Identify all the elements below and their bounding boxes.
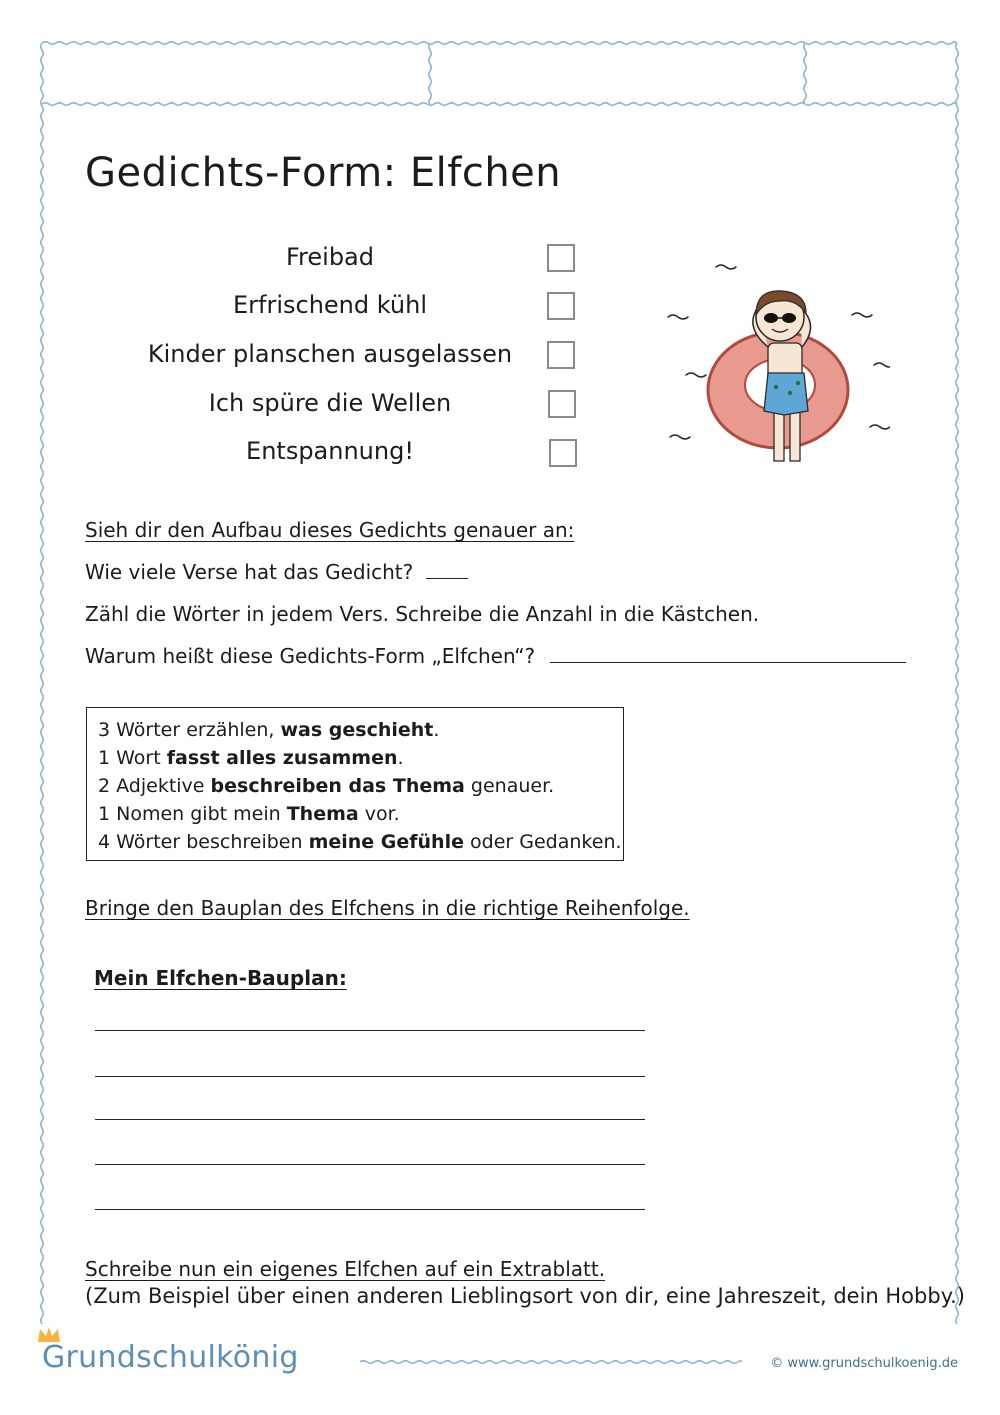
building-block-4[interactable]: 1 Nomen gibt mein Thema vor. (98, 803, 400, 825)
poem-line-2: Erfrischend kühl (232, 291, 427, 319)
page-title: Gedichts-Form: Elfchen (85, 150, 562, 196)
final-task: Schreibe nun ein eigenes Elfchen auf ein Extrablatt. (85, 1257, 606, 1281)
final-hint: (Zum Beispiel über einen anderen Lieblingsort von dir, eine Jahreszeit, dein Hobby.) (85, 1284, 965, 1308)
border-wave (956, 43, 959, 1324)
website-url[interactable]: © www.grundschulkoenig.de (770, 1356, 958, 1371)
word-count-box-2[interactable] (547, 292, 575, 320)
plan-line-4[interactable] (95, 1164, 645, 1165)
footer-wave (360, 1356, 742, 1368)
building-block-1[interactable]: 3 Wörter erzählen, was geschieht. (98, 719, 440, 741)
building-block-3[interactable]: 2 Adjektive beschreiben das Thema genauer. (98, 775, 555, 797)
poem-line-4: Ich spüre die Wellen (208, 389, 452, 417)
border-wave (42, 103, 957, 106)
building-block-5[interactable]: 4 Wörter beschreiben meine Gefühle oder Gedanken. (98, 831, 622, 853)
look-heading: Sieh dir den Aufbau dieses Gedichts genauer an: (85, 518, 575, 542)
poem-line-1: Freibad (285, 243, 374, 271)
border-wave (429, 43, 432, 104)
answer-blank-verses[interactable] (426, 560, 468, 579)
plan-line-2[interactable] (95, 1076, 645, 1077)
plan-line-3[interactable] (95, 1119, 645, 1120)
word-count-box-5[interactable] (549, 439, 577, 467)
question-why (85, 644, 906, 668)
border-wave (804, 43, 807, 104)
question-count: Zähl die Wörter in jedem Vers. Schreibe die Anzahl in die Kästchen. (85, 602, 760, 626)
word-count-box-1[interactable] (547, 244, 575, 272)
swim-ring-illustration (660, 255, 890, 475)
building-blocks-box (86, 707, 624, 861)
poem-line-5: Entspannung! (246, 437, 414, 465)
plan-line-5[interactable] (95, 1209, 645, 1210)
border-wave (41, 43, 44, 1324)
question-why-text: Warum heißt diese Gedichts-Form „Elfchen“? (85, 644, 536, 668)
answer-blank-why[interactable] (550, 644, 906, 663)
building-block-2[interactable]: 1 Wort fasst alles zusammen. (98, 747, 404, 769)
border-wave (42, 42, 957, 45)
order-task: Bringe den Bauplan des Elfchens in die richtige Reihenfolge. (85, 896, 690, 920)
plan-line-1[interactable] (95, 1030, 645, 1031)
question-verses-text: Wie viele Verse hat das Gedicht? (85, 560, 414, 584)
plan-heading: Mein Elfchen-Bauplan: (94, 966, 347, 990)
question-verses (85, 560, 468, 584)
poem-line-3: Kinder planschen ausgelassen (147, 340, 513, 368)
brand-logo: Grundschulkönig (42, 1340, 299, 1375)
word-count-box-3[interactable] (547, 341, 575, 369)
word-count-box-4[interactable] (548, 390, 576, 418)
